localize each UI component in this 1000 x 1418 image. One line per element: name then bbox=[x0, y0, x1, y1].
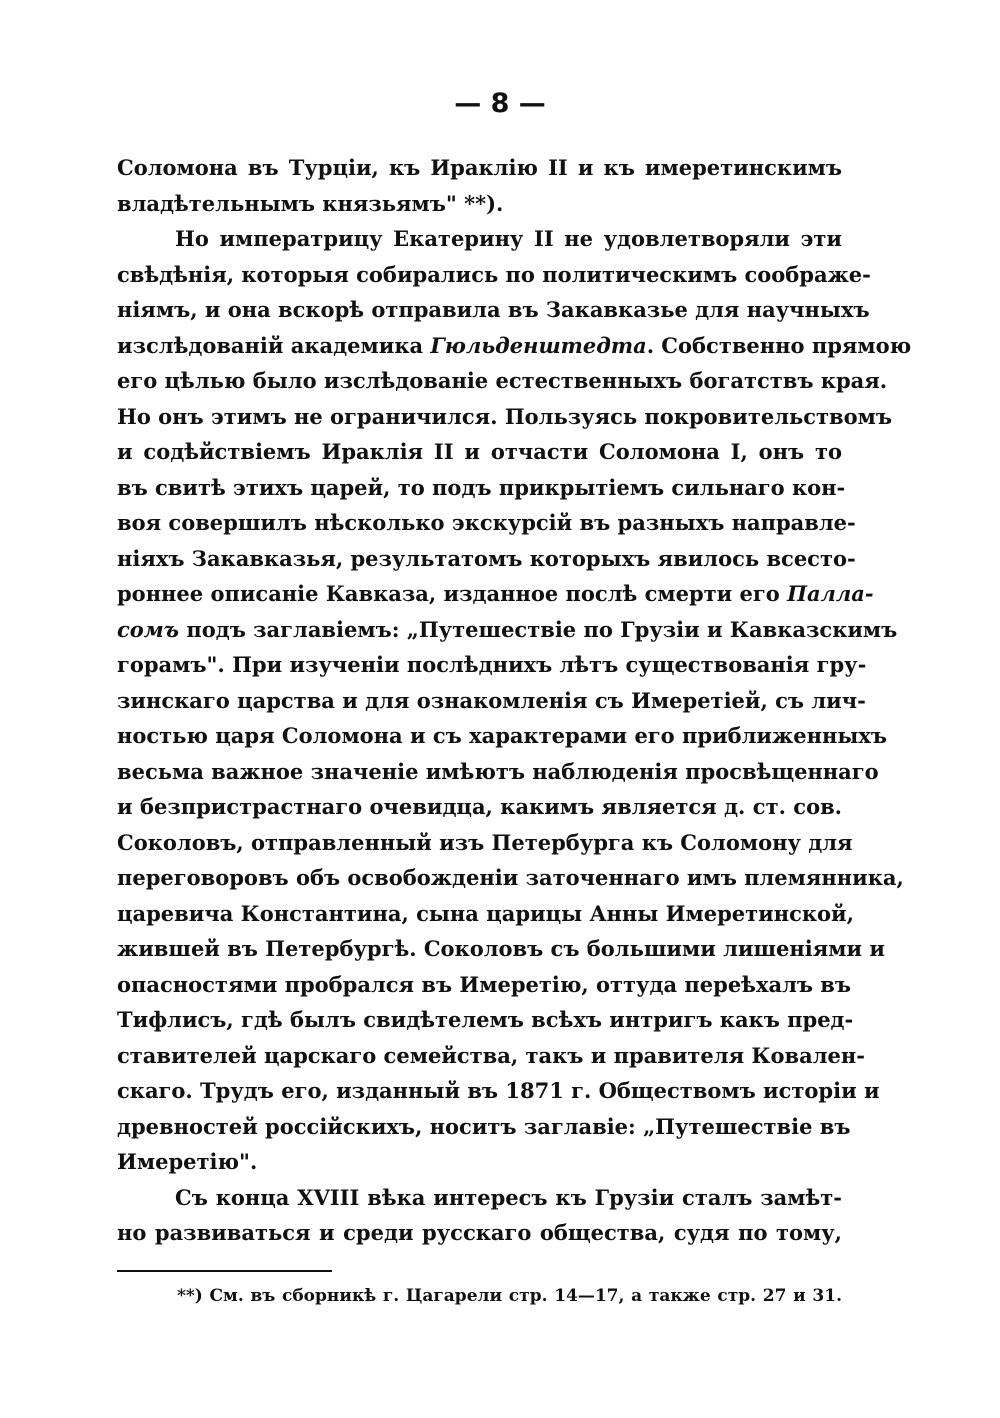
text-segment: . Собственно прямою bbox=[646, 332, 912, 358]
text-line: Соколовъ, отправленный изъ Петербурга къ Соломону для bbox=[117, 829, 853, 855]
footnote: **) См. въ сборникѣ г. Цагарели стр. 14—17, а также стр. 27 и 31. bbox=[177, 1286, 842, 1306]
text-line: его цѣлью было изслѣдованіе естественныхъ богатствъ края. bbox=[117, 368, 888, 393]
text-line: жившей въ Петербургѣ. Соколовъ съ большими лишеніями и bbox=[117, 936, 885, 961]
text-line: ставителей царскаго семейства, такъ и правителя Ковален- bbox=[117, 1042, 865, 1068]
text-line: въ свитѣ этихъ царей, то подъ прикрытіемъ сильнаго кон- bbox=[117, 474, 846, 500]
text-line: ніямъ, и она вскорѣ отправила въ Закавказье для научныхъ bbox=[117, 297, 870, 322]
text-line: древностей россійскихъ, носитъ заглавіе: „Путешествіе въ bbox=[117, 1113, 851, 1139]
person-name-italic: Палла- bbox=[787, 581, 874, 606]
person-name-italic: сомъ bbox=[117, 616, 180, 642]
text-line: зинскаго царства и для ознакомленія съ Имеретіей, съ лич- bbox=[117, 687, 866, 713]
text-line: весьма важное значеніе имѣютъ наблюденія просвѣщеннаго bbox=[117, 758, 879, 784]
text-line: Имеретію". bbox=[117, 1149, 258, 1174]
text-line: Тифлисъ, гдѣ былъ свидѣтелемъ всѣхъ интригъ какъ пред- bbox=[117, 1007, 854, 1032]
text-line: Но онъ этимъ не ограничился. Пользуясь покровительствомъ bbox=[117, 403, 893, 429]
body-text bbox=[117, 150, 912, 1251]
text-line: Соломона въ Турціи, къ Ираклію II и къ имеретинскимъ bbox=[117, 155, 842, 180]
text-line: опасностями пробрался въ Имеретію, оттуда переѣхалъ въ bbox=[117, 971, 851, 997]
text-line: скаго. Трудъ его, изданный въ 1871 г. Обществомъ исторіи и bbox=[117, 1078, 880, 1103]
text-line: Но императрицу Екатерину II не удовлетворяли эти bbox=[175, 226, 842, 251]
text-segment: изслѣдованій академика bbox=[117, 332, 431, 358]
text-line bbox=[117, 612, 898, 648]
text-line: Съ конца XVIII вѣка интересъ къ Грузіи сталъ замѣт- bbox=[175, 1184, 842, 1210]
text-line: и содѣйствіемъ Ираклія II и отчасти Соломона I, онъ то bbox=[117, 439, 842, 464]
page-number: — 8 — bbox=[454, 88, 546, 119]
text-line: ностью царя Соломона и съ характерами его приближенныхъ bbox=[117, 723, 887, 748]
text-line: владѣтельнымъ князьямъ" **). bbox=[117, 190, 504, 216]
footnote-divider bbox=[117, 1270, 332, 1272]
text-line: воя совершилъ нѣсколько экскурсій въ разныхъ направле- bbox=[117, 510, 856, 535]
person-name-italic: Гюльденштедта bbox=[430, 332, 647, 358]
text-line: царевича Константина, сына царицы Анны Имеретинской, bbox=[117, 900, 854, 926]
text-line: и безпристрастнаго очевидца, какимъ является д. ст. сов. bbox=[117, 794, 842, 819]
text-segment: подъ заглавіемъ: „Путешествіе по Грузіи и Кавказскимъ bbox=[179, 616, 898, 642]
text-line: ніяхъ Закавказья, результатомъ которыхъ явилось всесто- bbox=[117, 545, 856, 571]
text-line: горамъ". При изученіи послѣднихъ лѣтъ существованія гру- bbox=[117, 652, 867, 677]
text-line bbox=[117, 328, 912, 364]
text-segment: роннее описаніе Кавказа, изданное послѣ смерти его bbox=[117, 581, 788, 606]
text-line bbox=[117, 576, 874, 612]
text-line: переговоровъ объ освобожденіи заточеннаго имъ племянника, bbox=[117, 865, 904, 890]
text-line: но развиваться и среди русскаго общества, судя по тому, bbox=[117, 1220, 842, 1245]
text-line: свѣдѣнія, которыя собирались по политическимъ соображе- bbox=[117, 261, 871, 287]
